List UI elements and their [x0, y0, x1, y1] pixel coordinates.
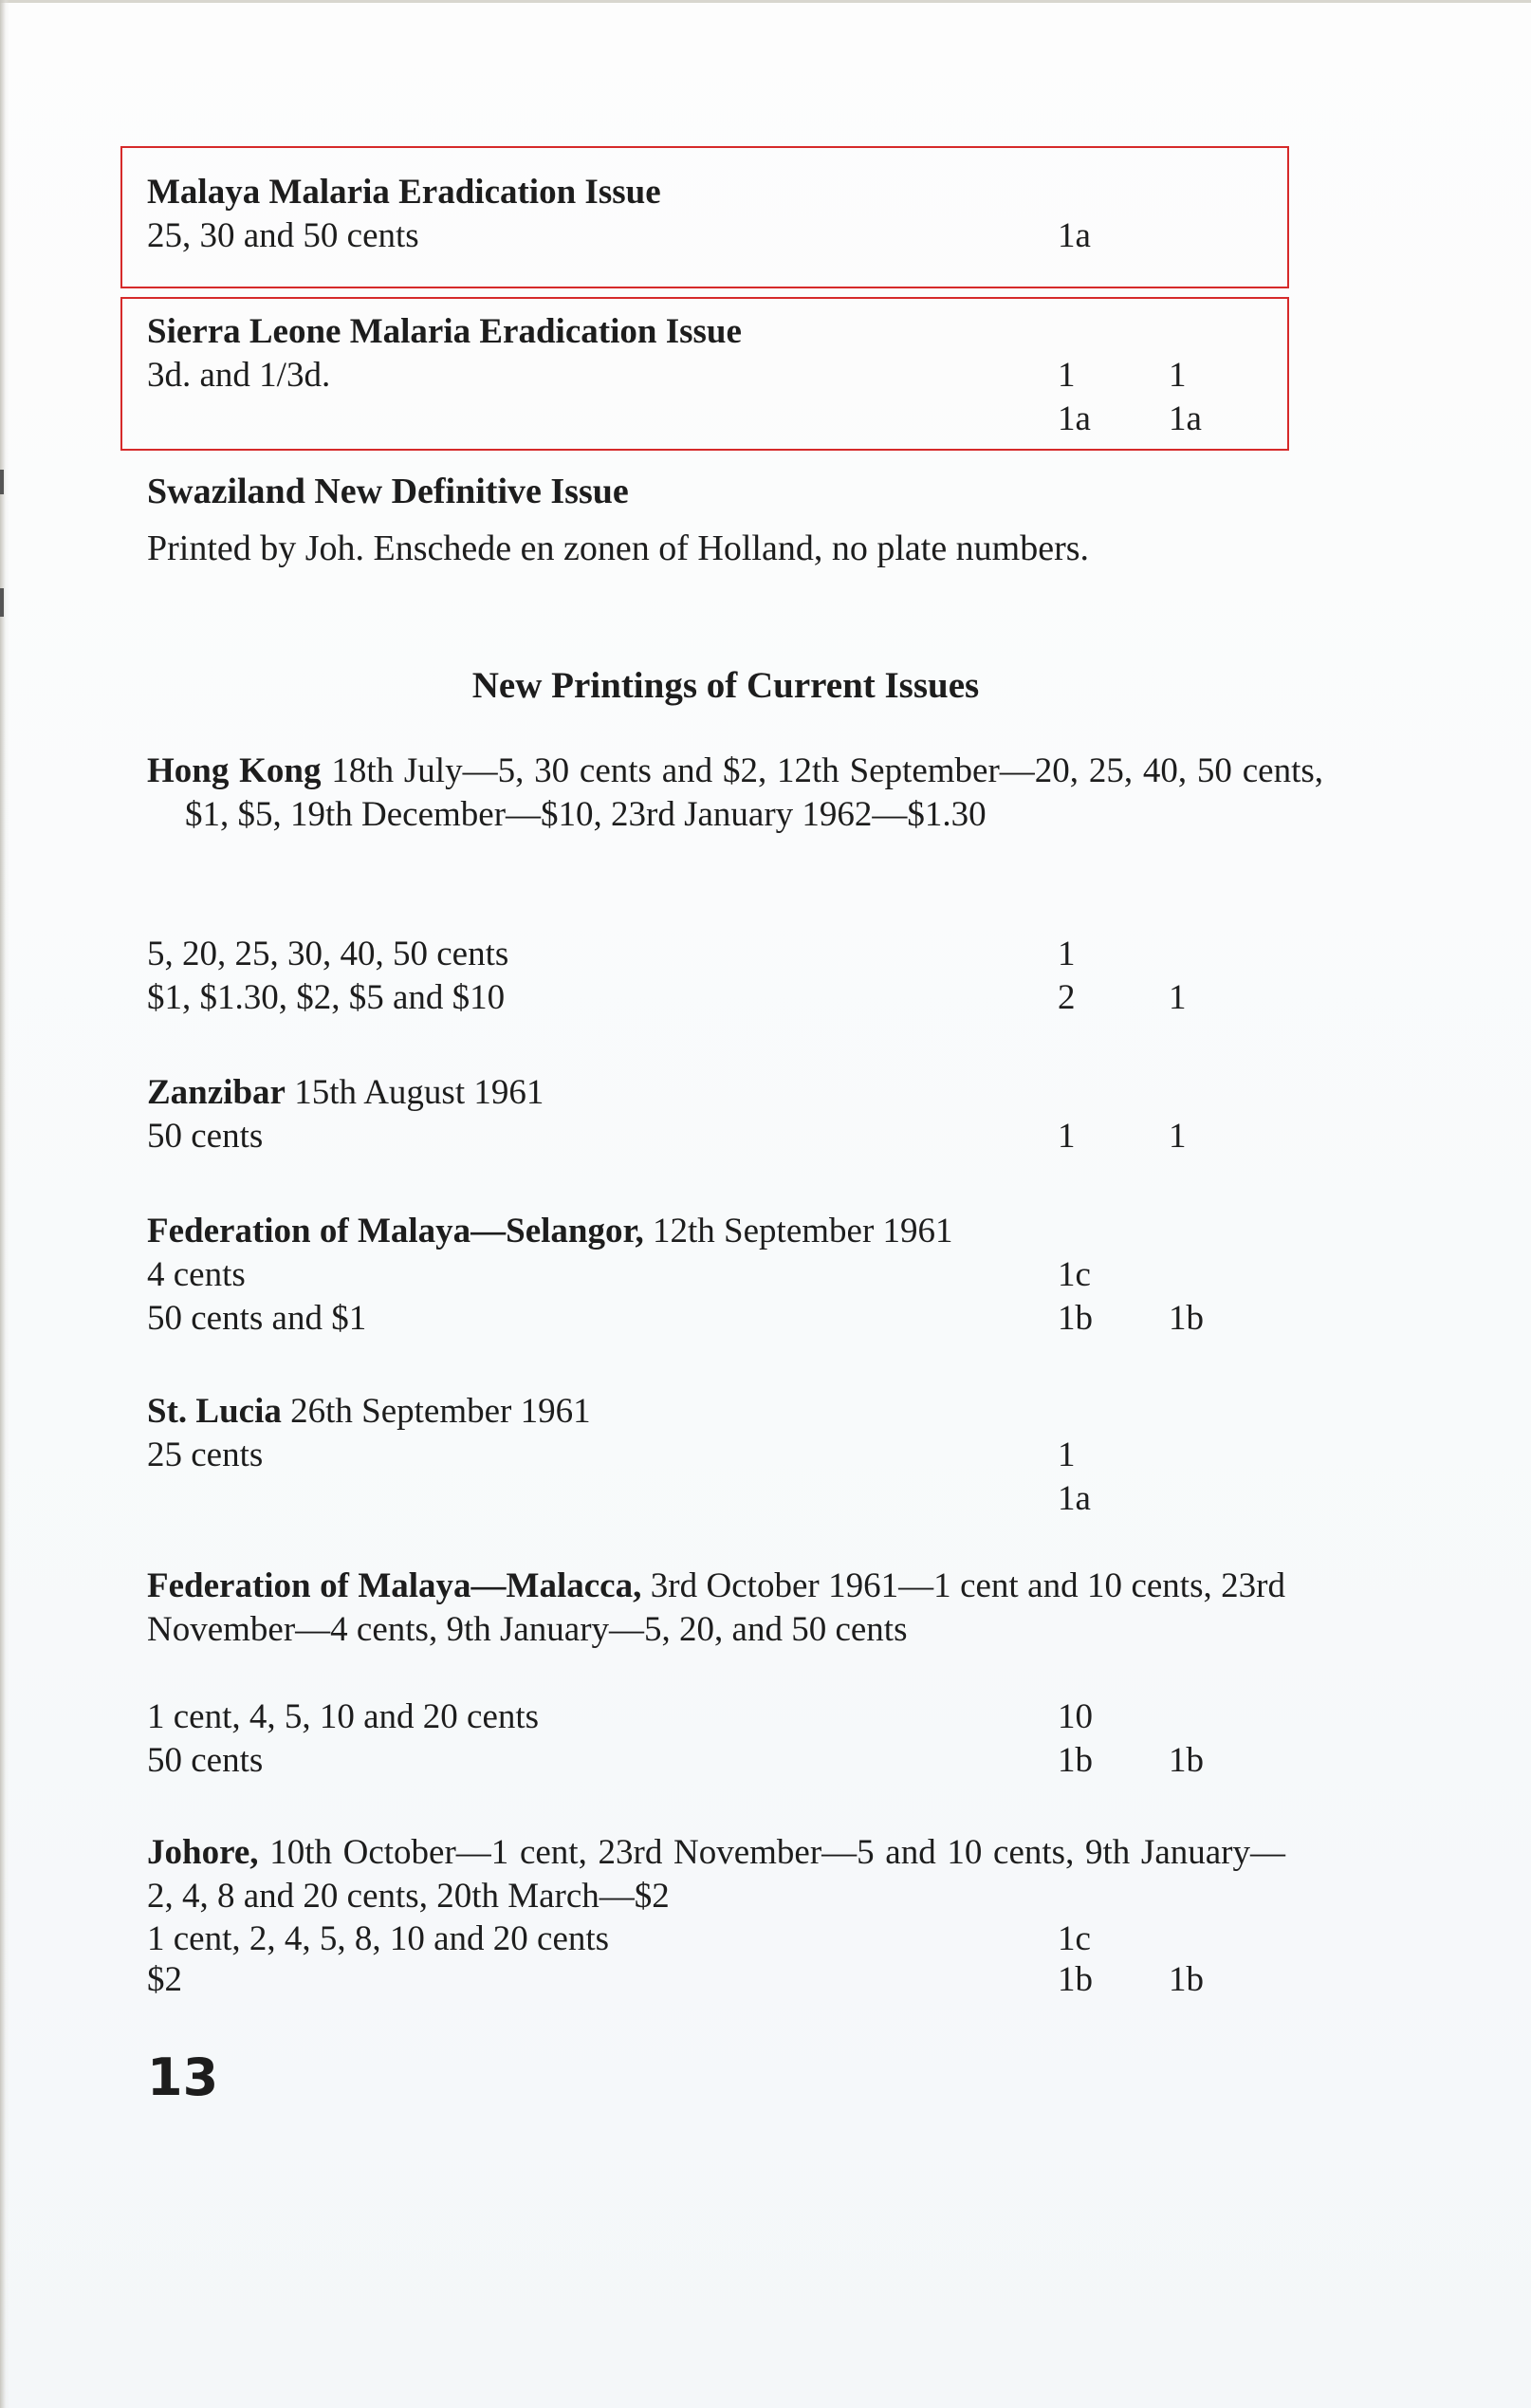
row-col-1: 1a — [1058, 399, 1091, 438]
row-col-1: 1 — [1058, 1436, 1076, 1474]
row-text: 25 cents — [147, 1436, 264, 1474]
entry-row — [147, 398, 1285, 441]
section-heading: New Printings of Current Issues — [471, 665, 980, 706]
entry-johore-rows — [147, 1918, 1285, 2000]
entry-row — [147, 1695, 1285, 1739]
entry-row — [147, 1959, 1285, 2000]
row-col-1: 1 — [1058, 356, 1076, 395]
row-text: 50 cents and $1 — [147, 1299, 367, 1338]
entry-name: Johore, — [147, 1833, 259, 1872]
row-col-1: 1b — [1058, 1960, 1093, 1999]
entry-row — [147, 1297, 1285, 1341]
entry-malacca-header — [147, 1565, 1285, 1652]
row-col-2: 1b — [1169, 1299, 1204, 1338]
edge-mark — [0, 588, 4, 617]
entry-swaziland — [147, 463, 1285, 577]
row-text: 25, 30 and 50 cents — [147, 216, 419, 255]
row-text: 5, 20, 25, 30, 40, 50 cents — [147, 935, 509, 973]
entry-title: Swaziland New Definitive Issue — [147, 472, 629, 511]
row-col-1: 1 — [1058, 935, 1076, 973]
edge-mark — [0, 470, 4, 494]
entry-name: Zanzibar — [147, 1073, 286, 1112]
entry-malaya-malaria — [147, 171, 1285, 258]
entry-name: Federation of Malaya—Selangor, — [147, 1212, 644, 1250]
entry-name: St. Lucia — [147, 1392, 282, 1431]
row-col-1: 1b — [1058, 1299, 1093, 1338]
row-col-1: 1c — [1058, 1255, 1091, 1294]
page-number: 13 — [147, 2047, 219, 2107]
row-col-2: 1 — [1169, 356, 1187, 395]
entry-malacca-rows — [147, 1695, 1285, 1783]
entry-note: Printed by Joh. Enschede en zonen of Holland, no plate numbers. — [147, 528, 1090, 568]
page-top-edge — [0, 0, 1531, 3]
entry-title: Sierra Leone Malaria Eradication Issue — [147, 312, 742, 351]
entry-hong-kong-rows — [147, 933, 1285, 1020]
row-col-1: 1a — [1058, 216, 1091, 255]
entry-row — [147, 1253, 1285, 1297]
entry-row — [147, 1739, 1285, 1783]
row-col-1: 1 — [1058, 1117, 1076, 1156]
entry-row — [147, 933, 1285, 976]
row-text: 3d. and 1/3d. — [147, 356, 331, 395]
entry-name: Federation of Malaya—Malacca, — [147, 1566, 642, 1605]
row-text: 50 cents — [147, 1117, 264, 1156]
entry-row — [147, 1434, 1285, 1477]
row-col-1: 1b — [1058, 1741, 1093, 1780]
entry-date: 26th September 1961 — [290, 1392, 591, 1431]
entry-johore-header — [147, 1831, 1285, 1918]
entry-row — [147, 1918, 1285, 1959]
row-col-2: 1 — [1169, 1117, 1187, 1156]
entry-sierra-leone-malaria — [147, 310, 1285, 441]
entry-row — [147, 1477, 1285, 1521]
entry-name: Hong Kong — [147, 751, 322, 790]
row-text: 1 cent, 2, 4, 5, 8, 10 and 20 cents — [147, 1919, 610, 1958]
row-col-1: 1a — [1058, 1479, 1091, 1518]
entry-row — [147, 354, 1285, 398]
entry-selangor — [147, 1210, 1285, 1341]
entry-date: 15th August 1961 — [294, 1073, 544, 1112]
entry-date: 12th September 1961 — [653, 1212, 953, 1250]
row-text: $2 — [147, 1960, 182, 1999]
row-col-2: 1a — [1169, 399, 1202, 438]
row-col-2: 1b — [1169, 1741, 1204, 1780]
binding-shadow — [0, 0, 9, 2408]
entry-row — [147, 976, 1285, 1020]
row-text: 50 cents — [147, 1741, 264, 1780]
entry-hong-kong-header — [147, 750, 1323, 837]
row-text: 1 cent, 4, 5, 10 and 20 cents — [147, 1697, 540, 1736]
row-col-1: 10 — [1058, 1697, 1093, 1736]
row-col-2: 1b — [1169, 1960, 1204, 1999]
entry-dates: 18th July—5, 30 cents and $2, 12th September—20, 25, 40, 50 cents, $1, $5, 19th December—$10, 23rd January 1962—$1.30 — [185, 751, 1323, 834]
row-col-2: 1 — [1169, 978, 1187, 1017]
row-col-1: 1c — [1058, 1919, 1091, 1958]
entry-dates: 3rd October 1961—1 cent and 10 cents, 23rd November—4 cents, 9th January—5, 20, and 50 cents — [147, 1566, 1285, 1649]
row-text: 4 cents — [147, 1255, 246, 1294]
entry-title: Malaya Malaria Eradication Issue — [147, 173, 661, 212]
row-text: $1, $1.30, $2, $5 and $10 — [147, 978, 506, 1017]
entry-row — [147, 214, 1285, 258]
row-col-1: 2 — [1058, 978, 1076, 1017]
entry-dates: 10th October—1 cent, 23rd November—5 and 10 cents, 9th January—2, 4, 8 and 20 cents, 20th March—$2 — [147, 1833, 1285, 1916]
entry-st-lucia — [147, 1390, 1285, 1521]
entry-zanzibar — [147, 1071, 1285, 1158]
entry-row — [147, 1115, 1285, 1158]
